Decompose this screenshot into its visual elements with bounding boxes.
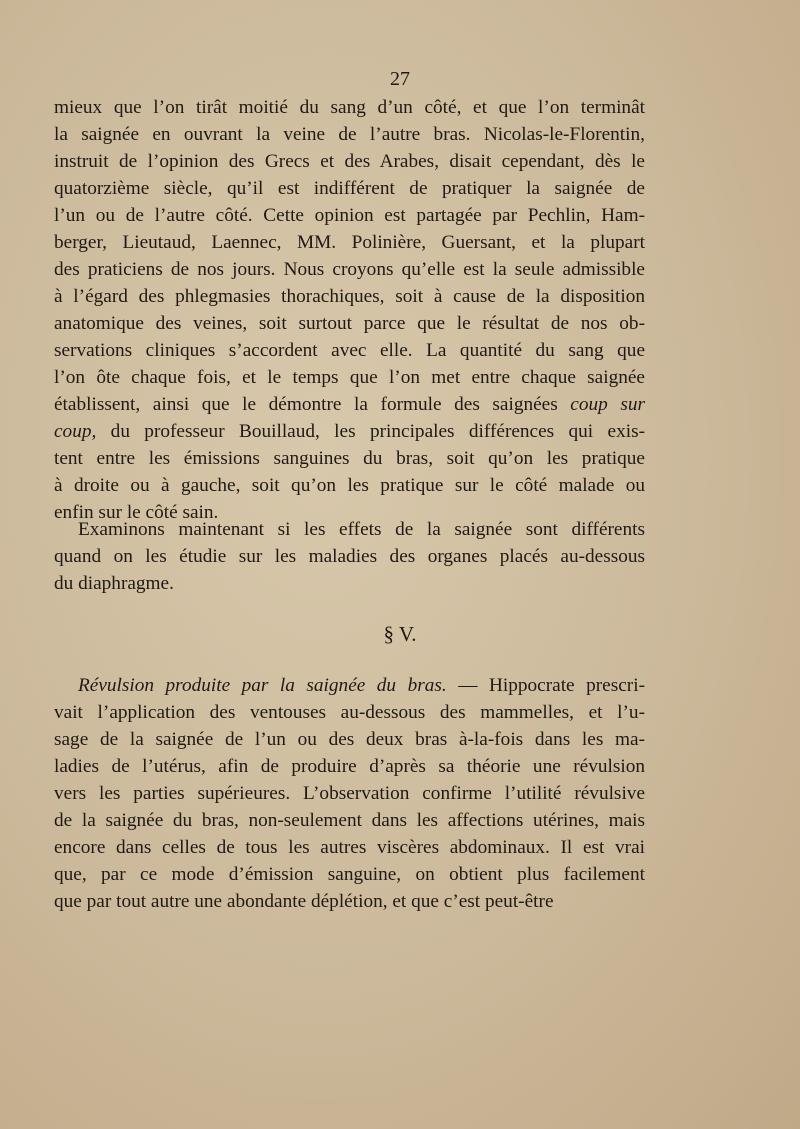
text-line: encore dans celles de tous les autres viscères abdominaux. Il est vrai: [54, 837, 645, 858]
text-line: [54, 418, 645, 445]
text-line: quatorzième siècle, qu’il est indifférent de pratiquer la saignée de: [54, 178, 645, 199]
text-run: établissent, ainsi que le démontre la formule des saignées: [54, 394, 558, 415]
text-line: que par tout autre une abondante déplétion, et que c’est peut-être: [54, 891, 554, 912]
text-line: servations cliniques s’accordent avec elle. La quantité du sang que: [54, 340, 645, 361]
text-run: — Hippocrate prescri-: [458, 675, 645, 696]
text-line: anatomique des veines, soit surtout parce que le résultat de nos ob-: [54, 313, 645, 334]
text-line: du diaphragme.: [54, 573, 174, 594]
text-line: ladies de l’utérus, afin de produire d’après sa théorie une révulsion: [54, 756, 645, 777]
italic-text: coup,: [54, 421, 97, 442]
text-line: vers les parties supérieures. L’observation confirme l’utilité révulsive: [54, 783, 645, 804]
text-line: tent entre les émissions sanguines du bras, soit qu’on les pratique: [54, 448, 645, 469]
text-line: [54, 672, 645, 699]
text-line: la saignée en ouvrant la veine de l’autre bras. Nicolas-le-Florentin,: [54, 124, 645, 145]
text-line: enfin sur le côté sain.: [54, 502, 219, 523]
section-heading: § V.: [383, 622, 417, 646]
text-line: de la saignée du bras, non-seulement dans les affections utérines, mais: [54, 810, 645, 831]
paragraph-2: [54, 516, 645, 597]
text-line: l’un ou de l’autre côté. Cette opinion est partagée par Pechlin, Ham-: [54, 205, 645, 226]
text-line: quand on les étudie sur les maladies des organes placés au-dessous: [54, 546, 645, 567]
text-line: à l’égard des phlegmasies thorachiques, soit à cause de la disposition: [54, 286, 645, 307]
text-line: sage de la saignée de l’un ou des deux bras à-la-fois dans les ma-: [54, 729, 645, 750]
paragraph-3: [54, 672, 645, 915]
page-number: 27: [390, 68, 410, 90]
text-run: du professeur Bouillaud, les principales différences qui exis-: [110, 421, 645, 442]
text-line: l’on ôte chaque fois, et le temps que l’on met entre chaque saignée: [54, 367, 645, 388]
text-line: des praticiens de nos jours. Nous croyons qu’elle est la seule admissible: [54, 259, 645, 280]
paragraph-1: [54, 94, 645, 526]
text-line: que, par ce mode d’émission sanguine, on obtient plus facilement: [54, 864, 645, 885]
text-line: instruit de l’opinion des Grecs et des Arabes, disait cependant, dès le: [54, 151, 645, 172]
section-title: Révulsion produite par la saignée du bras.: [78, 675, 447, 696]
text-line: vait l’application des ventouses au-dessous des mammelles, et l’u-: [54, 702, 645, 723]
text-line: à droite ou à gauche, soit qu’on les pratique sur le côté malade ou: [54, 475, 645, 496]
text-line: Examinons maintenant si les effets de la saignée sont différents: [78, 519, 645, 540]
text-line: [54, 391, 645, 418]
text-line: mieux que l’on tirât moitié du sang d’un côté, et que l’on terminât: [54, 97, 645, 118]
italic-text: coup sur: [570, 394, 645, 415]
text-line: berger, Lieutaud, Laennec, MM. Polinière, Guersant, et la plupart: [54, 232, 645, 253]
